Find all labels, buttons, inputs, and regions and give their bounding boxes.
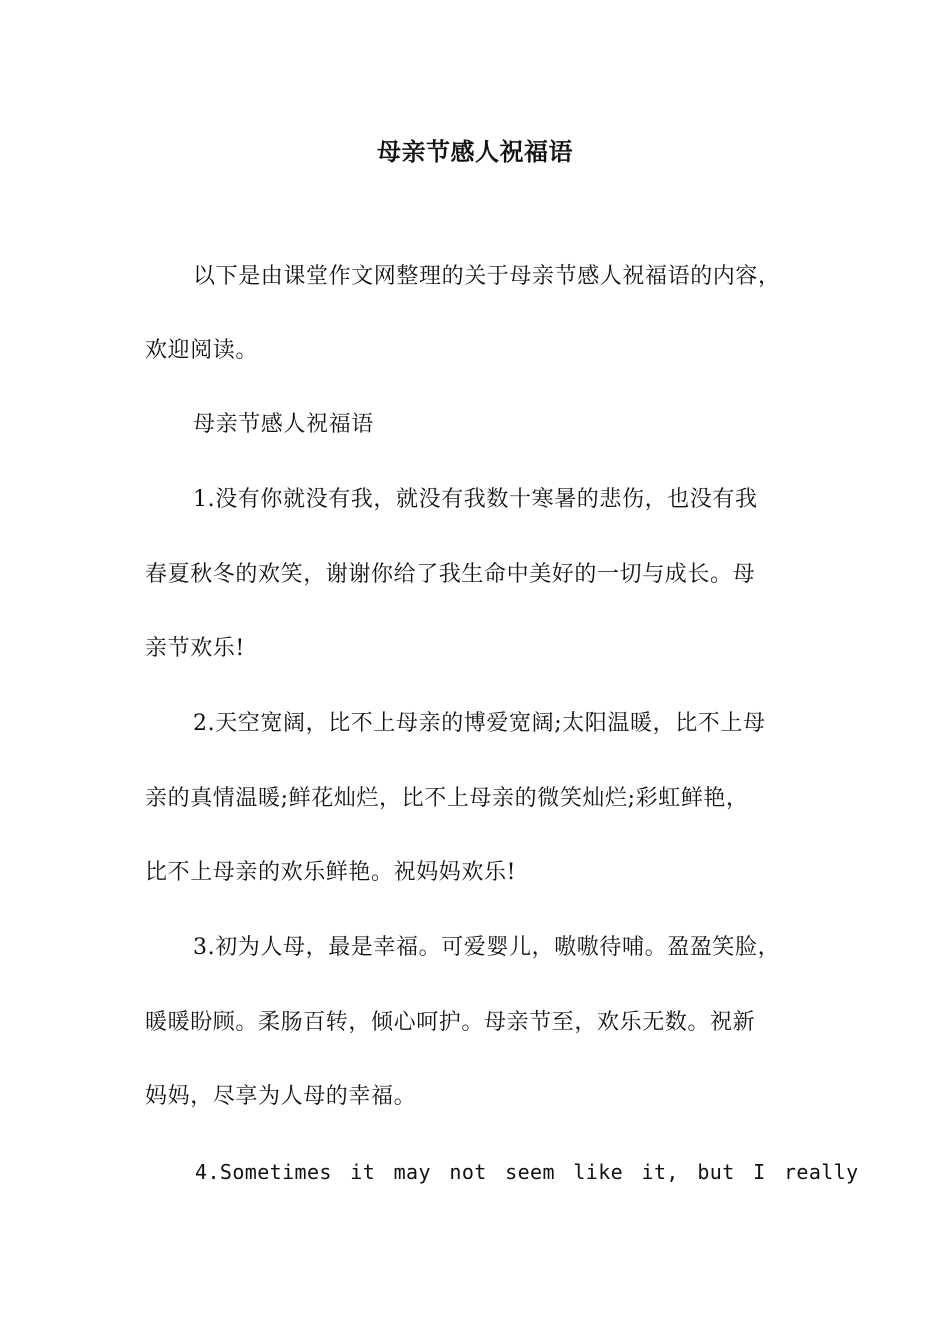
paragraph-line-item1-1: 1.没有你就没有我，就没有我数十寒暑的悲伤，也没有我 (193, 487, 758, 512)
section-heading: 母亲节感人祝福语 (193, 412, 374, 437)
paragraph-line-intro-2: 欢迎阅读。 (145, 338, 259, 363)
paragraph-line-item2-1: 2.天空宽阔，比不上母亲的博爱宽阔;太阳温暖，比不上母 (193, 711, 766, 736)
paragraph-line-item3-1: 3.初为人母，最是幸福。可爱婴儿，嗷嗷待哺。盈盈笑脸， (193, 935, 781, 960)
paragraph-line-item3-3: 妈妈，尽享为人母的幸福。 (145, 1084, 417, 1109)
document-title: 母亲节感人祝福语 (377, 137, 573, 166)
paragraph-line-intro-1: 以下是由课堂作文网整理的关于母亲节感人祝福语的内容， (193, 264, 781, 289)
paragraph-line-item2-3: 比不上母亲的欢乐鲜艳。祝妈妈欢乐! (145, 860, 517, 885)
paragraph-line-item2-2: 亲的真情温暖;鲜花灿烂，比不上母亲的微笑灿烂;彩虹鲜艳， (145, 786, 749, 811)
paragraph-line-item1-3: 亲节欢乐! (145, 636, 245, 661)
paragraph-line-item3-2: 暖暖盼顾。柔肠百转，倾心呵护。母亲节至，欢乐无数。祝新 (145, 1010, 756, 1035)
paragraph-line-item4-1: 4.Sometimes it may not seem like it, but I really (195, 1160, 859, 1184)
paragraph-line-item1-2: 春夏秋冬的欢笑，谢谢你给了我生命中美好的一切与成长。母 (145, 562, 756, 587)
